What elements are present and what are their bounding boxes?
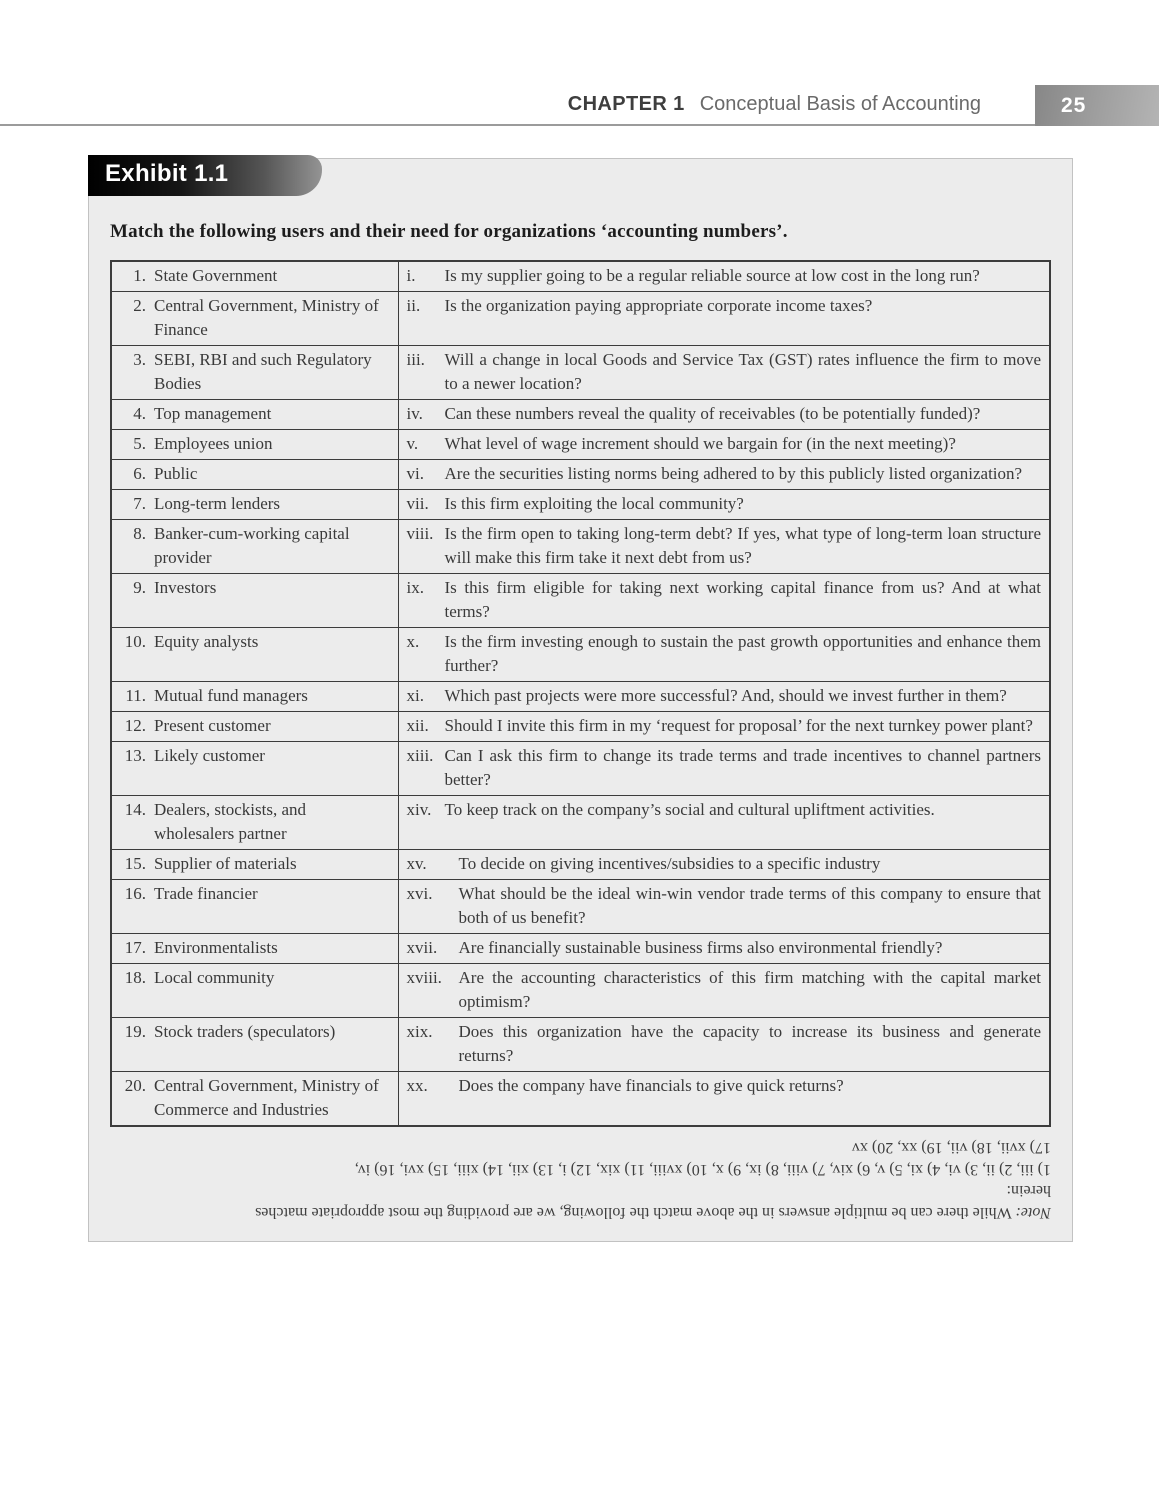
table-row xyxy=(111,712,1050,742)
exhibit-panel xyxy=(88,158,1073,1242)
table-row xyxy=(111,850,1050,880)
table-row xyxy=(111,742,1050,796)
need-cell xyxy=(398,628,1050,682)
need-cell xyxy=(398,261,1050,292)
match-table xyxy=(110,260,1051,1127)
need-cell xyxy=(398,490,1050,520)
answer-note xyxy=(110,1137,1051,1223)
user-number: 11. xyxy=(125,686,146,705)
note-line xyxy=(110,1202,1051,1224)
need-numeral: iv. xyxy=(406,404,423,423)
need-numeral: ii. xyxy=(406,296,421,315)
need-cell xyxy=(398,934,1050,964)
note-label: Note: xyxy=(1015,1204,1051,1221)
match-table-body xyxy=(111,261,1050,1126)
need-text: Should I invite this firm in my ‘request for proposal’ for the next turnkey power plant? xyxy=(444,716,1033,735)
need-cell xyxy=(398,574,1050,628)
need-text: What should be the ideal win-win vendor trade terms of this company to ensure that both of us benefit? xyxy=(458,884,1041,927)
user-number: 8. xyxy=(133,524,146,543)
need-numeral: vi. xyxy=(406,464,424,483)
user-cell xyxy=(111,460,398,490)
need-numeral: viii. xyxy=(406,524,434,543)
need-numeral: xi. xyxy=(406,686,424,705)
need-text: Can these numbers reveal the quality of receivables (to be potentially funded)? xyxy=(444,404,981,423)
need-text: Which past projects were more successful? And, should we invest further in them? xyxy=(444,686,1007,705)
user-cell xyxy=(111,1072,398,1127)
user-number: 10. xyxy=(124,632,146,651)
need-cell xyxy=(398,1018,1050,1072)
user-cell xyxy=(111,712,398,742)
need-text: Are the accounting characteristics of this firm matching with the capital market optimism? xyxy=(458,968,1041,1011)
need-cell xyxy=(398,292,1050,346)
need-cell xyxy=(398,520,1050,574)
table-row xyxy=(111,880,1050,934)
need-numeral: vii. xyxy=(406,494,429,513)
user-number: 1. xyxy=(133,266,146,285)
need-numeral: xvi. xyxy=(406,884,433,903)
user-label: Central Government, Ministry of Finance xyxy=(154,296,379,339)
user-cell xyxy=(111,964,398,1018)
user-cell xyxy=(111,850,398,880)
exhibit-tab-label: Exhibit 1.1 xyxy=(105,160,229,187)
need-cell xyxy=(398,682,1050,712)
user-number: 20. xyxy=(124,1076,146,1095)
user-number: 3. xyxy=(133,350,146,369)
user-label: Trade financier xyxy=(154,884,258,903)
user-cell xyxy=(111,628,398,682)
need-cell xyxy=(398,964,1050,1018)
table-row xyxy=(111,430,1050,460)
need-cell xyxy=(398,850,1050,880)
page-number-box xyxy=(1035,85,1159,126)
user-cell xyxy=(111,400,398,430)
table-row xyxy=(111,682,1050,712)
need-text: Does the company have financials to give quick returns? xyxy=(458,1076,844,1095)
need-numeral: xii. xyxy=(406,716,429,735)
table-row xyxy=(111,628,1050,682)
need-cell xyxy=(398,400,1050,430)
user-number: 14. xyxy=(124,800,146,819)
user-label: State Government xyxy=(154,266,278,285)
exhibit-instruction: Match the following users and their need for organizations ‘accounting numbers’. xyxy=(110,221,788,242)
table-row xyxy=(111,261,1050,292)
user-number: 4. xyxy=(133,404,146,423)
note-line: herein: xyxy=(1006,1182,1051,1200)
need-cell xyxy=(398,712,1050,742)
need-text: Are financially sustainable business firms also environmental friendly? xyxy=(458,938,943,957)
user-label: Long-term lenders xyxy=(154,494,281,513)
user-label: Mutual fund managers xyxy=(154,686,308,705)
table-row xyxy=(111,400,1050,430)
table-row xyxy=(111,346,1050,400)
need-text: Can I ask this firm to change its trade terms and trade incentives to channel partners better? xyxy=(444,746,1041,789)
user-label: Central Government, Ministry of Commerce and Industries xyxy=(154,1076,379,1119)
user-cell xyxy=(111,490,398,520)
user-label: Top management xyxy=(154,404,272,423)
user-cell xyxy=(111,1018,398,1072)
need-cell xyxy=(398,1072,1050,1127)
need-numeral: xv. xyxy=(406,854,427,873)
need-text: Will a change in local Goods and Service Tax (GST) rates influence the firm to move to a newer location? xyxy=(444,350,1041,393)
user-number: 12. xyxy=(124,716,146,735)
note-text: While there can be multiple answers in the above match the following, we are providing the most appropriate matches xyxy=(255,1204,1012,1221)
need-text: Is the firm open to taking long-term debt? If yes, what type of long-term loan structure will make this firm take it next debt from us? xyxy=(444,524,1041,567)
user-number: 16. xyxy=(124,884,146,903)
table-row xyxy=(111,934,1050,964)
user-number: 13. xyxy=(124,746,146,765)
chapter-label: CHAPTER 1 xyxy=(567,93,685,115)
user-label: Dealers, stockists, and wholesalers partner xyxy=(154,800,307,843)
user-cell xyxy=(111,880,398,934)
exhibit-tab xyxy=(88,155,322,196)
user-number: 18. xyxy=(124,968,146,987)
header-rule xyxy=(0,124,1159,126)
user-label: Local community xyxy=(154,968,275,987)
note-line: 17) xvii, 18) vii, 19) xx, 20) xv xyxy=(851,1139,1051,1157)
user-number: 9. xyxy=(133,578,146,597)
need-numeral: xvii. xyxy=(406,938,438,957)
user-number: 5. xyxy=(133,434,146,453)
user-label: Investors xyxy=(154,578,217,597)
need-numeral: i. xyxy=(406,266,416,285)
need-numeral: xiv. xyxy=(406,800,432,819)
table-row xyxy=(111,460,1050,490)
need-text: Is the organization paying appropriate corporate income taxes? xyxy=(444,296,873,315)
user-cell xyxy=(111,934,398,964)
note-line: 1) iii, 2) ii, 3) vi, 4) xi, 5) v, 6) xiv, 7) viii, 8) ix, 9) x, 10) xviii, 11) xix, 12) i, 13) xii, 14) xiii, 15) xvi, 16) iv, xyxy=(354,1161,1051,1178)
need-numeral: x. xyxy=(406,632,420,651)
user-label: Equity analysts xyxy=(154,632,259,651)
need-cell xyxy=(398,346,1050,400)
need-text: Is this firm eligible for taking next working capital finance from us? And at what terms? xyxy=(444,578,1041,621)
need-text: Are the securities listing norms being adhered to by this publicly listed organization? xyxy=(444,464,1023,483)
user-label: Likely customer xyxy=(154,746,265,765)
user-label: Present customer xyxy=(154,716,271,735)
user-label: Banker-cum-working capital provider xyxy=(154,524,350,567)
need-cell xyxy=(398,460,1050,490)
table-row xyxy=(111,964,1050,1018)
need-numeral: iii. xyxy=(406,350,425,369)
need-text: Is my supplier going to be a regular reliable source at low cost in the long run? xyxy=(444,266,980,285)
user-cell xyxy=(111,346,398,400)
need-text: Is this firm exploiting the local community? xyxy=(444,494,744,513)
user-number: 6. xyxy=(133,464,146,483)
user-label: Employees union xyxy=(154,434,273,453)
user-cell xyxy=(111,574,398,628)
user-label: SEBI, RBI and such Regulatory Bodies xyxy=(154,350,372,393)
table-row xyxy=(111,490,1050,520)
need-numeral: xx. xyxy=(406,1076,428,1095)
user-number: 17. xyxy=(124,938,146,957)
user-number: 15. xyxy=(124,854,146,873)
table-row xyxy=(111,1018,1050,1072)
table-row xyxy=(111,574,1050,628)
need-text: What level of wage increment should we bargain for (in the next meeting)? xyxy=(444,434,956,453)
need-numeral: xix. xyxy=(406,1022,433,1041)
user-cell xyxy=(111,742,398,796)
table-row xyxy=(111,520,1050,574)
need-text: To decide on giving incentives/subsidies to a specific industry xyxy=(458,854,881,873)
page-number: 25 xyxy=(1061,93,1087,117)
need-text: Does this organization have the capacity to increase its business and generate returns? xyxy=(458,1022,1041,1065)
user-number: 19. xyxy=(124,1022,146,1041)
need-text: To keep track on the company’s social and cultural upliftment activities. xyxy=(444,800,935,819)
table-row xyxy=(111,1072,1050,1127)
user-cell xyxy=(111,520,398,574)
need-cell xyxy=(398,742,1050,796)
need-numeral: xviii. xyxy=(406,968,442,987)
need-numeral: v. xyxy=(406,434,419,453)
need-cell xyxy=(398,796,1050,850)
table-row xyxy=(111,292,1050,346)
running-head xyxy=(568,93,981,116)
need-cell xyxy=(398,880,1050,934)
user-label: Stock traders (speculators) xyxy=(154,1022,336,1041)
user-cell xyxy=(111,430,398,460)
user-label: Public xyxy=(154,464,198,483)
need-text: Is the firm investing enough to sustain the past growth opportunities and enhance them further? xyxy=(444,632,1041,675)
need-numeral: xiii. xyxy=(406,746,434,765)
chapter-title: Conceptual Basis of Accounting xyxy=(699,93,981,115)
user-cell xyxy=(111,261,398,292)
need-numeral: ix. xyxy=(406,578,424,597)
user-label: Supplier of materials xyxy=(154,854,297,873)
user-cell xyxy=(111,292,398,346)
user-number: 7. xyxy=(133,494,146,513)
user-number: 2. xyxy=(133,296,146,315)
need-cell xyxy=(398,430,1050,460)
table-row xyxy=(111,796,1050,850)
user-cell xyxy=(111,682,398,712)
user-cell xyxy=(111,796,398,850)
user-label: Environmentalists xyxy=(154,938,278,957)
